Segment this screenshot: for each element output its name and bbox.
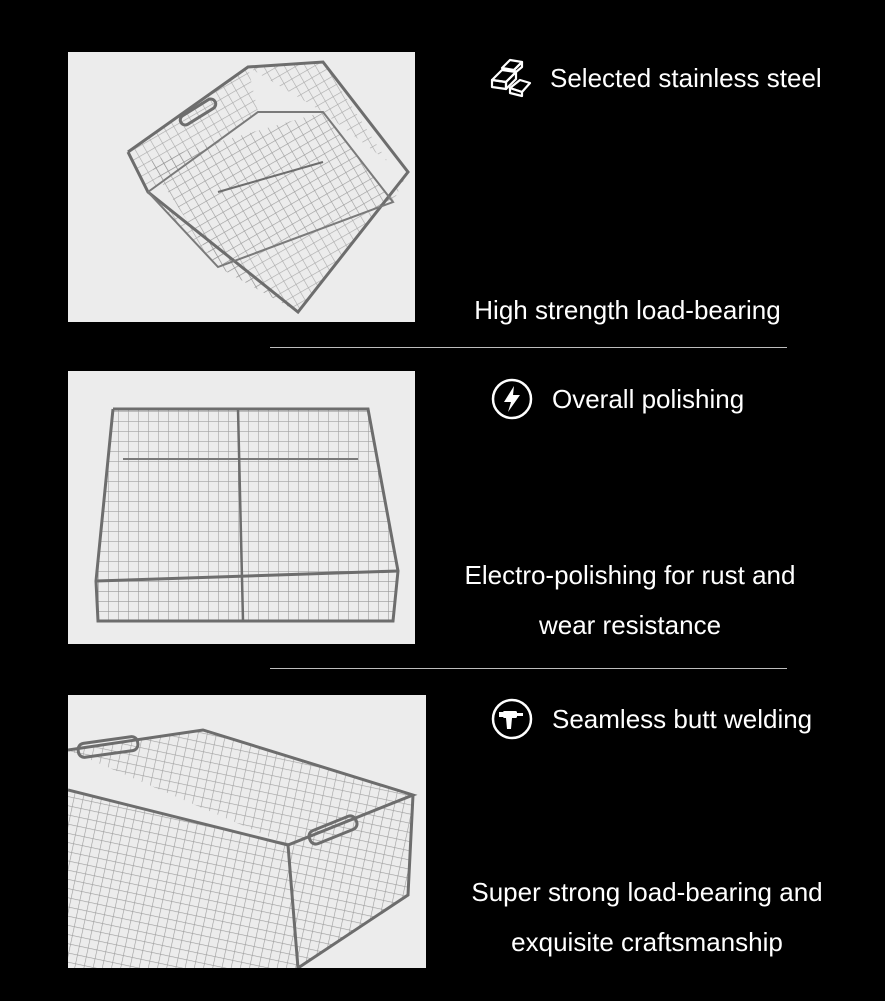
feature-title: Selected stainless steel	[550, 62, 822, 93]
description-line: High strength load-bearing	[474, 295, 781, 325]
description-line: wear resistance	[538, 610, 722, 640]
feature-seamless-welding	[490, 697, 812, 741]
lightning-bolt-icon	[490, 377, 534, 421]
feature-title: Seamless butt welding	[552, 703, 813, 734]
description-line: Electro-polishing for rust and	[464, 560, 796, 590]
section-divider	[270, 668, 787, 669]
basket-photo-3	[68, 695, 426, 968]
feature-stainless-steel	[488, 56, 822, 100]
steel-ingots-icon	[488, 56, 532, 100]
feature-description	[430, 550, 830, 650]
wire-basket-image-2	[68, 371, 415, 644]
welding-torch-icon	[490, 697, 534, 741]
feature-description	[447, 867, 847, 967]
basket-photo-1	[68, 52, 415, 322]
description-line: Super strong load-bearing and	[471, 877, 823, 907]
feature-description	[440, 285, 815, 335]
wire-basket-image-3	[68, 695, 426, 968]
basket-photo-2	[68, 371, 415, 644]
wire-basket-image-1	[68, 52, 415, 322]
feature-title: Overall polishing	[552, 383, 745, 414]
description-line: exquisite craftsmanship	[511, 927, 783, 957]
feature-overall-polishing	[490, 377, 744, 421]
section-divider	[270, 347, 787, 348]
